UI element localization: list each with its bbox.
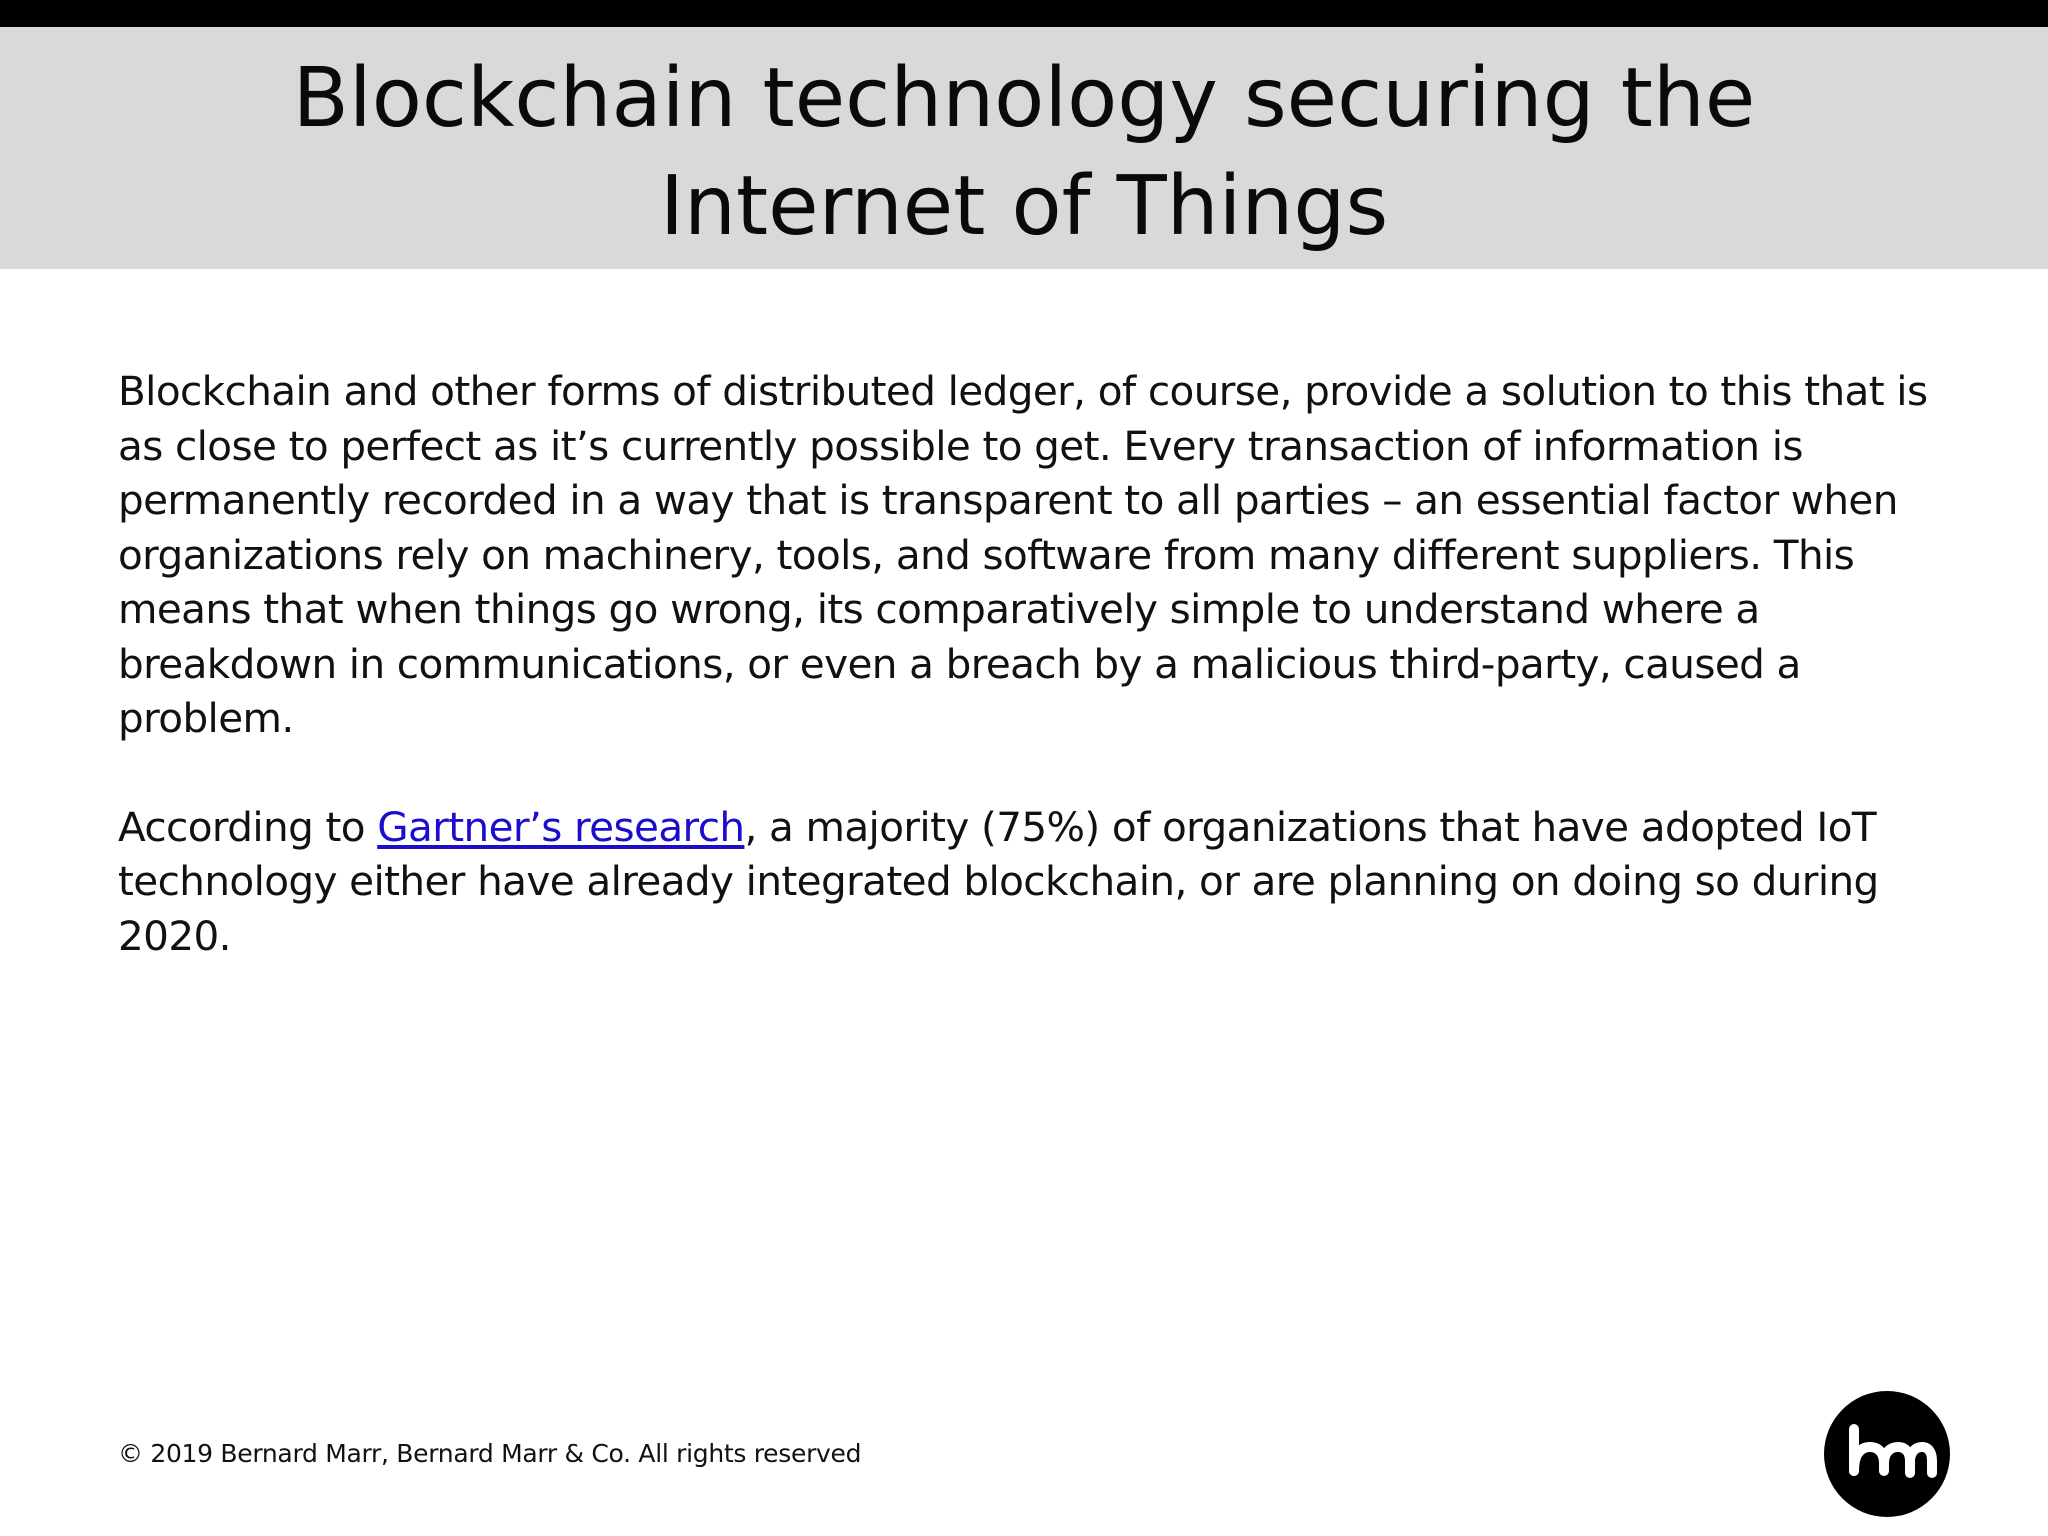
bm-logo-icon xyxy=(1824,1391,1950,1517)
paragraph-2-suffix: , a majority (75%) of organizations that have adopted IoT technology either have already integrated blockchain, or are planning on doing so during 2020. xyxy=(118,802,1879,960)
bm-logo-glyph xyxy=(1824,1391,1950,1517)
title-band xyxy=(0,27,2048,269)
title-line-1: Blockchain technology securing the xyxy=(292,51,1756,146)
paragraph-2 xyxy=(118,800,1958,964)
slide-title xyxy=(0,45,2048,261)
paragraph-2-prefix: According to xyxy=(118,802,378,851)
slide-body xyxy=(118,364,1958,963)
title-line-2: Internet of Things xyxy=(659,159,1389,254)
top-bar xyxy=(0,0,2048,27)
gartner-research-link[interactable]: Gartner’s research xyxy=(377,802,745,851)
copyright-footer: © 2019 Bernard Marr, Bernard Marr & Co. All rights reserved xyxy=(118,1439,862,1468)
paragraph-1: Blockchain and other forms of distributed ledger, of course, provide a solution to this that is as close to perfect as it’s currently possible to get. Every transaction of information is permanently recorded in a way that is transparent to all parties – an essential factor when organizations rely on machinery, tools, and software from many different suppliers. This means that when things go wrong, its comparatively simple to understand where a breakdown in communications, or even a breach by a malicious third-party, caused a problem. xyxy=(118,367,1928,742)
